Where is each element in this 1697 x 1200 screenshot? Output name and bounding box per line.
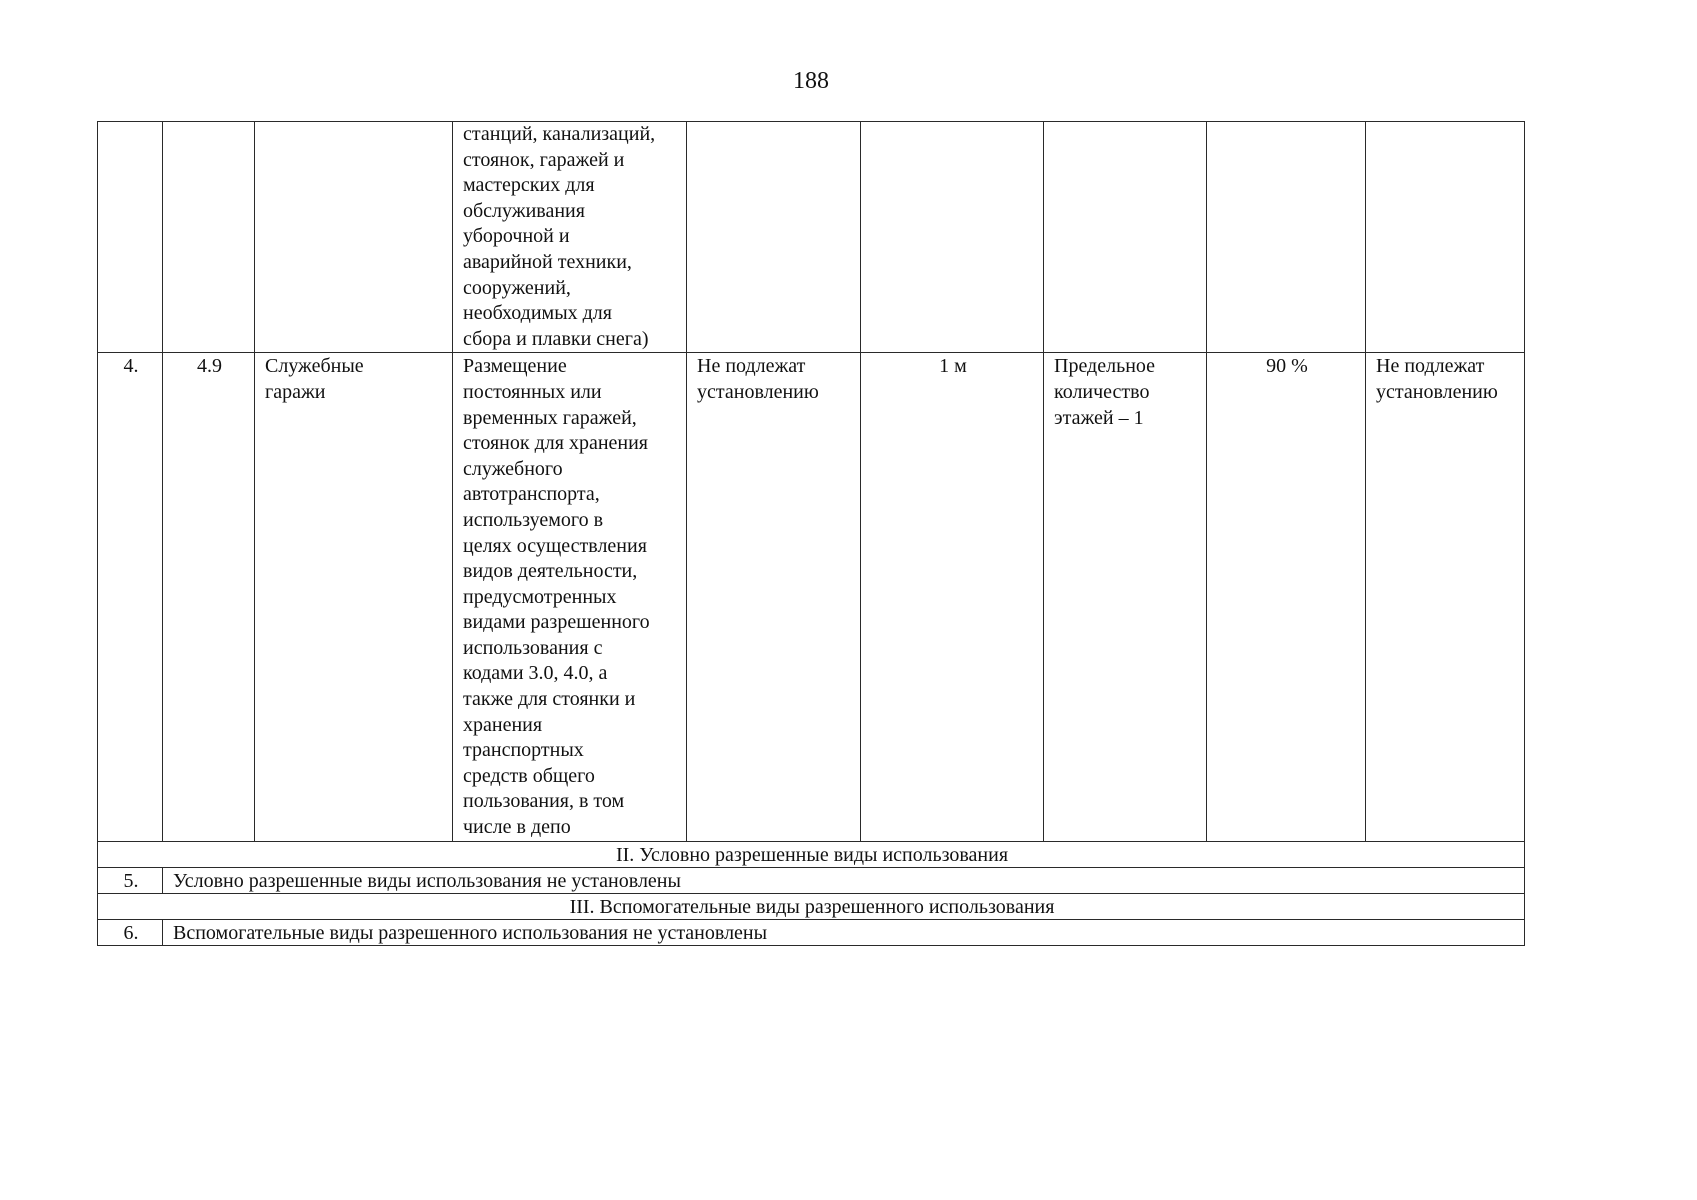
- cell-other: Не подлежат установлению: [1366, 353, 1525, 842]
- cell-number: [98, 122, 163, 353]
- page-number: 188: [793, 68, 829, 94]
- section-heading-auxiliary: [98, 894, 1525, 920]
- cell-floors: [1044, 122, 1207, 353]
- table-row-4: [98, 353, 1525, 842]
- cell-number: 6.: [98, 920, 163, 946]
- cell-floors: Предельное количество этажей – 1: [1044, 353, 1207, 842]
- section-title: III. Вспомогательные виды разрешенного использования: [98, 894, 1525, 920]
- zoning-table: [97, 121, 1525, 946]
- cell-description: станций, канализаций, стоянок, гаражей и мастерских для обслуживания уборочной и аварийной техники, сооружений, необходимых для сбора и плавки снега): [453, 122, 687, 353]
- cell-setback: 1 м: [861, 353, 1044, 842]
- cell-number: 5.: [98, 868, 163, 894]
- table-row-continuation: [98, 122, 1525, 353]
- cell-plot-size: Не подлежат установлению: [687, 353, 861, 842]
- cell-number: 4.: [98, 353, 163, 842]
- cell-plot-size: [687, 122, 861, 353]
- cell-code: 4.9: [163, 353, 255, 842]
- cell-coverage: 90 %: [1207, 353, 1366, 842]
- section-heading-conditional: [98, 842, 1525, 868]
- cell-code: [163, 122, 255, 353]
- cell-note: Вспомогательные виды разрешенного использования не установлены: [163, 920, 1525, 946]
- cell-note: Условно разрешенные виды использования не установлены: [163, 868, 1525, 894]
- cell-name: [255, 122, 453, 353]
- cell-name: Служебные гаражи: [255, 353, 453, 842]
- cell-coverage: [1207, 122, 1366, 353]
- cell-setback: [861, 122, 1044, 353]
- table-row-6: [98, 920, 1525, 946]
- cell-description: Размещение постоянных или временных гаражей, стоянок для хранения служебного автотранспорта, используемого в целях осуществления видов деятельности, предусмотренных видами разрешенного использования с кодами 3.0, 4.0, а также для стоянки и хранения транспортных средств общего пользования, в том числе в депо: [453, 353, 687, 842]
- table-row-5: [98, 868, 1525, 894]
- section-title: II. Условно разрешенные виды использования: [98, 842, 1525, 868]
- cell-other: [1366, 122, 1525, 353]
